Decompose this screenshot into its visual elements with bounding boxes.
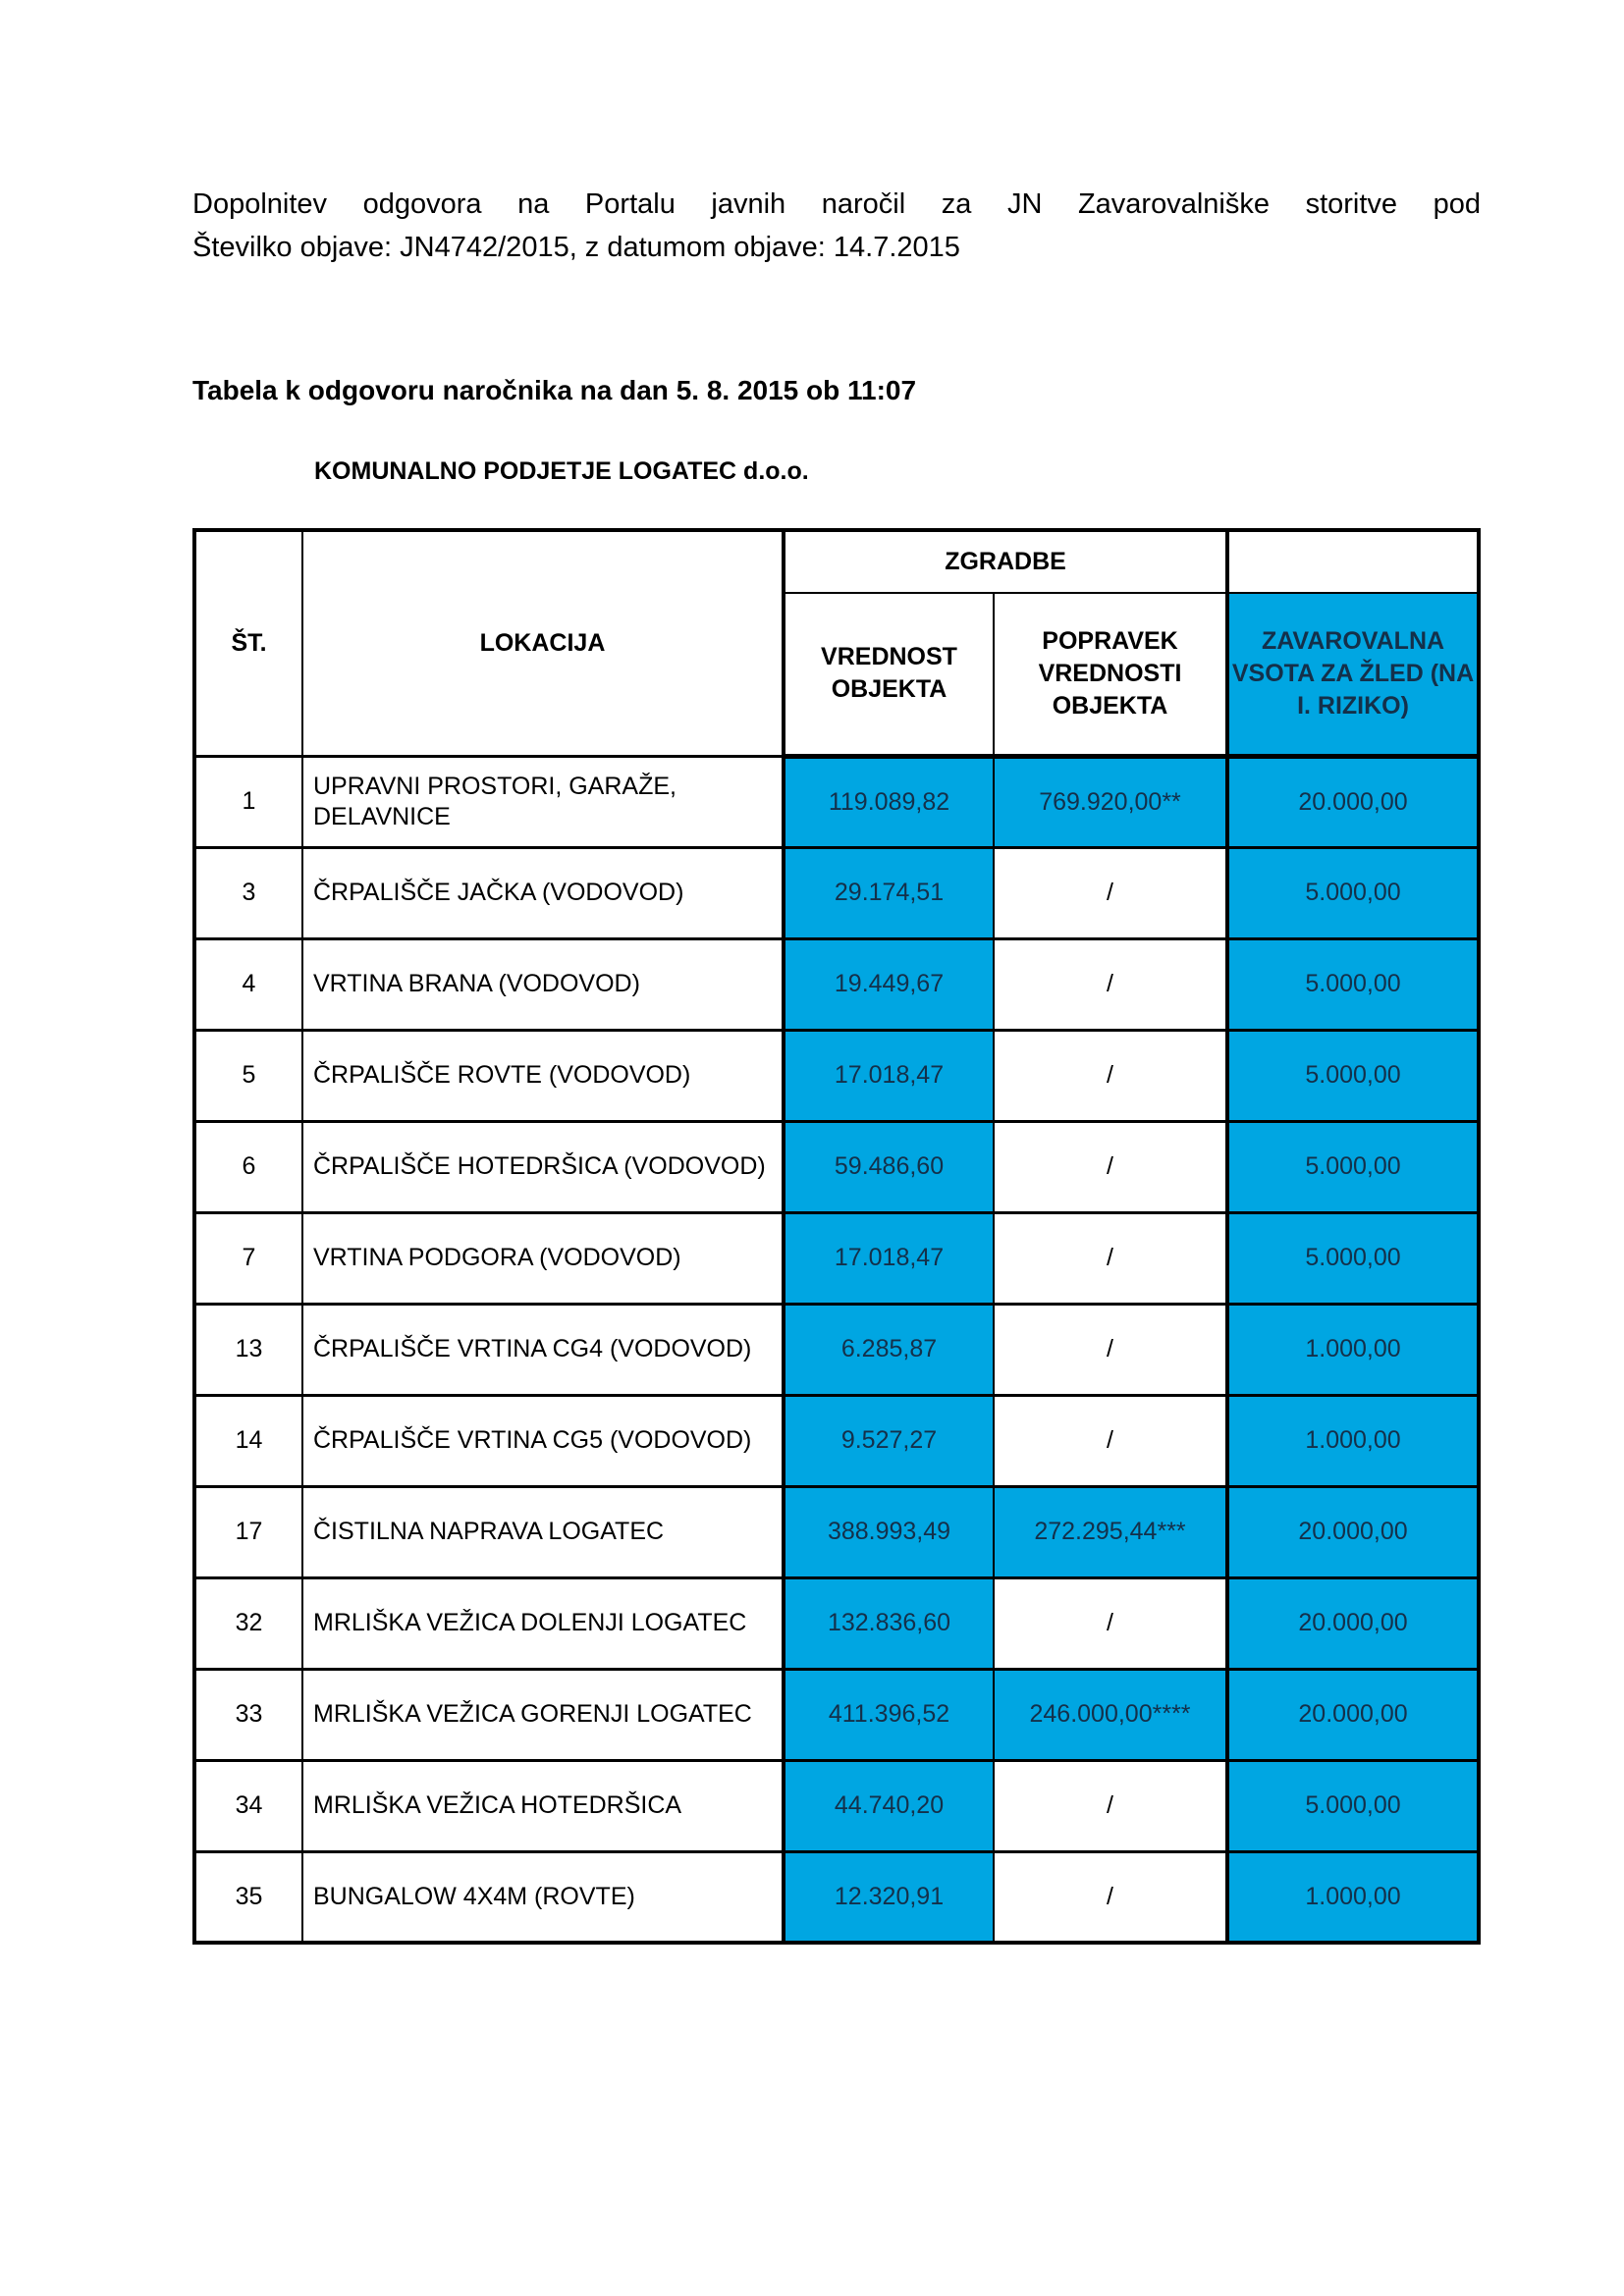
header-popravek-vrednosti: POPRAVEK VREDNOSTI OBJEKTA — [994, 593, 1227, 756]
cell-vrednost: 19.449,67 — [784, 938, 994, 1030]
cell-lokacija: ČRPALIŠČE VRTINA CG5 (VODOVOD) — [302, 1395, 784, 1486]
table-row — [194, 1669, 1479, 1760]
table-row — [194, 938, 1479, 1030]
cell-zavarovalna: 20.000,00 — [1227, 1669, 1479, 1760]
cell-lokacija: MRLIŠKA VEŽICA HOTEDRŠICA — [302, 1760, 784, 1851]
table-caption: Tabela k odgovoru naročnika na dan 5. 8. 2015 ob 11:07 — [192, 375, 917, 405]
cell-zavarovalna: 5.000,00 — [1227, 847, 1479, 938]
header-empty-cell — [1227, 530, 1479, 593]
header-lokacija: LOKACIJA — [302, 530, 784, 756]
cell-popravek: / — [994, 1304, 1227, 1395]
header-vrednost-objekta: VREDNOST OBJEKTA — [784, 593, 994, 756]
cell-popravek: / — [994, 1577, 1227, 1669]
cell-vrednost: 29.174,51 — [784, 847, 994, 938]
header-zavarovalna-vsota: ZAVAROVALNA VSOTA ZA ŽLED (NA I. RIZIKO) — [1227, 593, 1479, 756]
cell-vrednost: 17.018,47 — [784, 1212, 994, 1304]
cell-popravek: / — [994, 1212, 1227, 1304]
cell-lokacija: VRTINA BRANA (VODOVOD) — [302, 938, 784, 1030]
cell-popravek: / — [994, 1395, 1227, 1486]
cell-lokacija: ČRPALIŠČE HOTEDRŠICA (VODOVOD) — [302, 1121, 784, 1212]
table-row — [194, 1577, 1479, 1669]
cell-st: 6 — [194, 1121, 302, 1212]
cell-lokacija: ČRPALIŠČE JAČKA (VODOVOD) — [302, 847, 784, 938]
cell-vrednost: 119.089,82 — [784, 756, 994, 847]
cell-lokacija: ČRPALIŠČE VRTINA CG4 (VODOVOD) — [302, 1304, 784, 1395]
insurance-table — [192, 528, 1481, 1945]
cell-lokacija: MRLIŠKA VEŽICA GORENJI LOGATEC — [302, 1669, 784, 1760]
cell-popravek: / — [994, 1030, 1227, 1121]
cell-zavarovalna: 20.000,00 — [1227, 1486, 1479, 1577]
cell-st: 5 — [194, 1030, 302, 1121]
cell-zavarovalna: 5.000,00 — [1227, 938, 1479, 1030]
cell-zavarovalna: 1.000,00 — [1227, 1304, 1479, 1395]
cell-lokacija: VRTINA PODGORA (VODOVOD) — [302, 1212, 784, 1304]
cell-lokacija: ČISTILNA NAPRAVA LOGATEC — [302, 1486, 784, 1577]
heading-line-2: Številko objave: JN4742/2015, z datumom objave: 14.7.2015 — [192, 232, 960, 263]
table-header — [194, 530, 1479, 756]
cell-zavarovalna: 5.000,00 — [1227, 1212, 1479, 1304]
table-row — [194, 1486, 1479, 1577]
cell-lokacija: ČRPALIŠČE ROVTE (VODOVOD) — [302, 1030, 784, 1121]
cell-zavarovalna: 20.000,00 — [1227, 1577, 1479, 1669]
cell-st: 17 — [194, 1486, 302, 1577]
heading-line-1: Dopolnitev odgovora na Portalu javnih naročil za JN Zavarovalniške storitve pod — [192, 188, 1481, 220]
cell-lokacija: UPRAVNI PROSTORI, GARAŽE, DELAVNICE — [302, 756, 784, 847]
cell-st: 35 — [194, 1851, 302, 1943]
cell-vrednost: 12.320,91 — [784, 1851, 994, 1943]
cell-zavarovalna: 5.000,00 — [1227, 1030, 1479, 1121]
table-row — [194, 847, 1479, 938]
cell-zavarovalna: 1.000,00 — [1227, 1395, 1479, 1486]
table-body — [194, 756, 1479, 1943]
cell-vrednost: 411.396,52 — [784, 1669, 994, 1760]
cell-popravek: 272.295,44*** — [994, 1486, 1227, 1577]
cell-st: 14 — [194, 1395, 302, 1486]
cell-lokacija: BUNGALOW 4X4M (ROVTE) — [302, 1851, 784, 1943]
cell-vrednost: 44.740,20 — [784, 1760, 994, 1851]
header-zgradbe-group: ZGRADBE — [784, 530, 1227, 593]
cell-zavarovalna: 5.000,00 — [1227, 1121, 1479, 1212]
cell-st: 34 — [194, 1760, 302, 1851]
cell-st: 33 — [194, 1669, 302, 1760]
cell-st: 1 — [194, 756, 302, 847]
table-row — [194, 756, 1479, 847]
cell-zavarovalna: 5.000,00 — [1227, 1760, 1479, 1851]
cell-vrednost: 17.018,47 — [784, 1030, 994, 1121]
cell-vrednost: 59.486,60 — [784, 1121, 994, 1212]
cell-popravek: / — [994, 1760, 1227, 1851]
company-name: KOMUNALNO PODJETJE LOGATEC d.o.o. — [314, 457, 809, 485]
table-row — [194, 1212, 1479, 1304]
cell-st: 4 — [194, 938, 302, 1030]
header-row-group — [194, 530, 1479, 593]
cell-vrednost: 132.836,60 — [784, 1577, 994, 1669]
cell-popravek: / — [994, 847, 1227, 938]
cell-popravek: 769.920,00** — [994, 756, 1227, 847]
document-heading — [192, 183, 1481, 269]
cell-st: 7 — [194, 1212, 302, 1304]
cell-popravek: / — [994, 938, 1227, 1030]
cell-st: 13 — [194, 1304, 302, 1395]
table-row — [194, 1030, 1479, 1121]
cell-st: 3 — [194, 847, 302, 938]
table-row — [194, 1760, 1479, 1851]
cell-st: 32 — [194, 1577, 302, 1669]
cell-lokacija: MRLIŠKA VEŽICA DOLENJI LOGATEC — [302, 1577, 784, 1669]
cell-vrednost: 6.285,87 — [784, 1304, 994, 1395]
cell-zavarovalna: 1.000,00 — [1227, 1851, 1479, 1943]
cell-popravek: / — [994, 1121, 1227, 1212]
cell-popravek: / — [994, 1851, 1227, 1943]
header-st: ŠT. — [194, 530, 302, 756]
table-row — [194, 1851, 1479, 1943]
table-row — [194, 1395, 1479, 1486]
table-row — [194, 1121, 1479, 1212]
cell-popravek: 246.000,00**** — [994, 1669, 1227, 1760]
cell-vrednost: 388.993,49 — [784, 1486, 994, 1577]
cell-vrednost: 9.527,27 — [784, 1395, 994, 1486]
table-row — [194, 1304, 1479, 1395]
cell-zavarovalna: 20.000,00 — [1227, 756, 1479, 847]
